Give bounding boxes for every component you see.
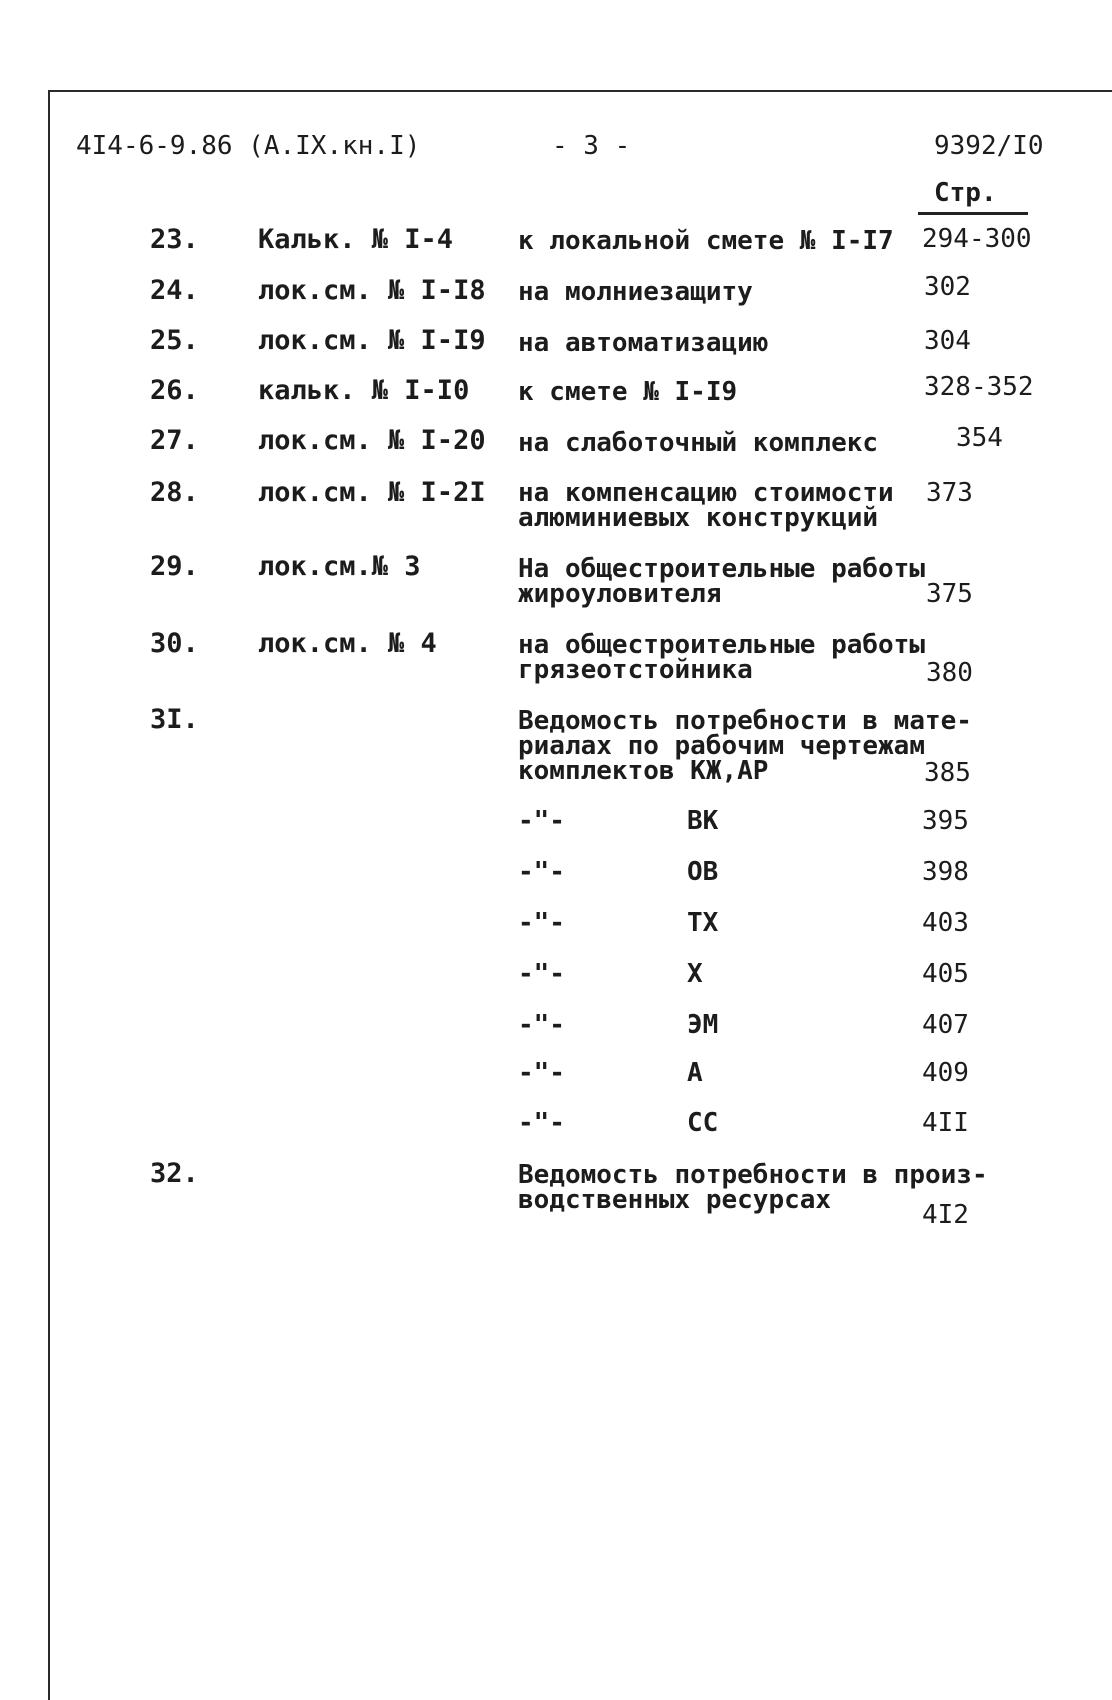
row-reference: лок.см.№ 3	[258, 551, 421, 582]
page-column-label: Стр.	[934, 178, 997, 208]
row-description: к смете № I-I9	[518, 377, 738, 407]
row-number: 30.	[150, 628, 199, 659]
row-number: 32.	[150, 1158, 199, 1189]
sheet-reference: 9392/I0	[934, 131, 1044, 161]
row-description: на автоматизацию	[518, 328, 769, 358]
page-column-underline	[918, 212, 1028, 215]
row-description: на общестроительные работы грязеотстойника	[518, 630, 925, 685]
row-page: 409	[922, 1058, 969, 1088]
row-number: 3I.	[150, 704, 199, 735]
row-description: к локальной смете № I-I7	[518, 226, 894, 256]
row-page: 328-352	[924, 372, 1034, 402]
row-reference: лок.см. № 4	[258, 628, 437, 659]
row-page: 407	[922, 1010, 969, 1040]
row-page: 294-300	[922, 224, 1032, 254]
row-page: 373	[926, 478, 973, 508]
row-page: 405	[922, 959, 969, 989]
row-number: 29.	[150, 551, 199, 582]
section-code: СС	[687, 1108, 719, 1138]
row-page: 375	[926, 579, 973, 609]
row-reference: лок.см. № I-I9	[258, 325, 486, 356]
document-code: 4I4-6-9.86 (А.IX.кн.I)	[76, 131, 421, 161]
row-page: 354	[956, 423, 1003, 453]
section-code: ТХ	[687, 908, 719, 938]
row-reference: Кальк. № I-4	[258, 224, 454, 255]
row-page: 385	[924, 758, 971, 788]
section-code: ОВ	[687, 857, 719, 887]
row-number: 27.	[150, 425, 199, 456]
row-page: 4I2	[922, 1200, 969, 1230]
row-page: 398	[922, 857, 969, 887]
row-page: 304	[924, 326, 971, 356]
row-page: 380	[926, 658, 973, 688]
row-description: На общестроительные работы жироуловителя	[518, 554, 925, 609]
ditto-mark: -"-	[518, 1010, 565, 1040]
row-reference: лок.см. № I-2I	[258, 477, 486, 508]
row-page: 302	[924, 272, 971, 302]
row-description: Ведомость потребности в мате- риалах по рабочим чертежам комплектов КЖ,АР	[518, 706, 972, 786]
row-description: на слаботочный комплекс	[518, 428, 879, 458]
row-number: 28.	[150, 477, 199, 508]
ditto-mark: -"-	[518, 857, 565, 887]
row-page: 4II	[922, 1108, 969, 1138]
row-page: 403	[922, 908, 969, 938]
row-description: на компенсацию стоимости алюминиевых конструкций	[518, 478, 894, 533]
section-code: А	[687, 1058, 703, 1088]
row-page: 395	[922, 806, 969, 836]
row-reference: лок.см. № I-I8	[258, 275, 486, 306]
row-description: на молниезащиту	[518, 277, 753, 307]
ditto-mark: -"-	[518, 1058, 565, 1088]
section-code: ЭМ	[687, 1010, 719, 1040]
ditto-mark: -"-	[518, 806, 565, 836]
row-number: 25.	[150, 325, 199, 356]
ditto-mark: -"-	[518, 959, 565, 989]
section-code: ВК	[687, 806, 719, 836]
ditto-mark: -"-	[518, 1108, 565, 1138]
row-number: 23.	[150, 224, 199, 255]
row-reference: лок.см. № I-20	[258, 425, 486, 456]
row-description: Ведомость потребности в произ- водственных ресурсах	[518, 1160, 988, 1215]
section-code: Х	[687, 959, 703, 989]
row-number: 24.	[150, 275, 199, 306]
row-reference: кальк. № I-I0	[258, 375, 470, 406]
ditto-mark: -"-	[518, 908, 565, 938]
row-number: 26.	[150, 375, 199, 406]
page-number: - 3 -	[552, 131, 631, 161]
